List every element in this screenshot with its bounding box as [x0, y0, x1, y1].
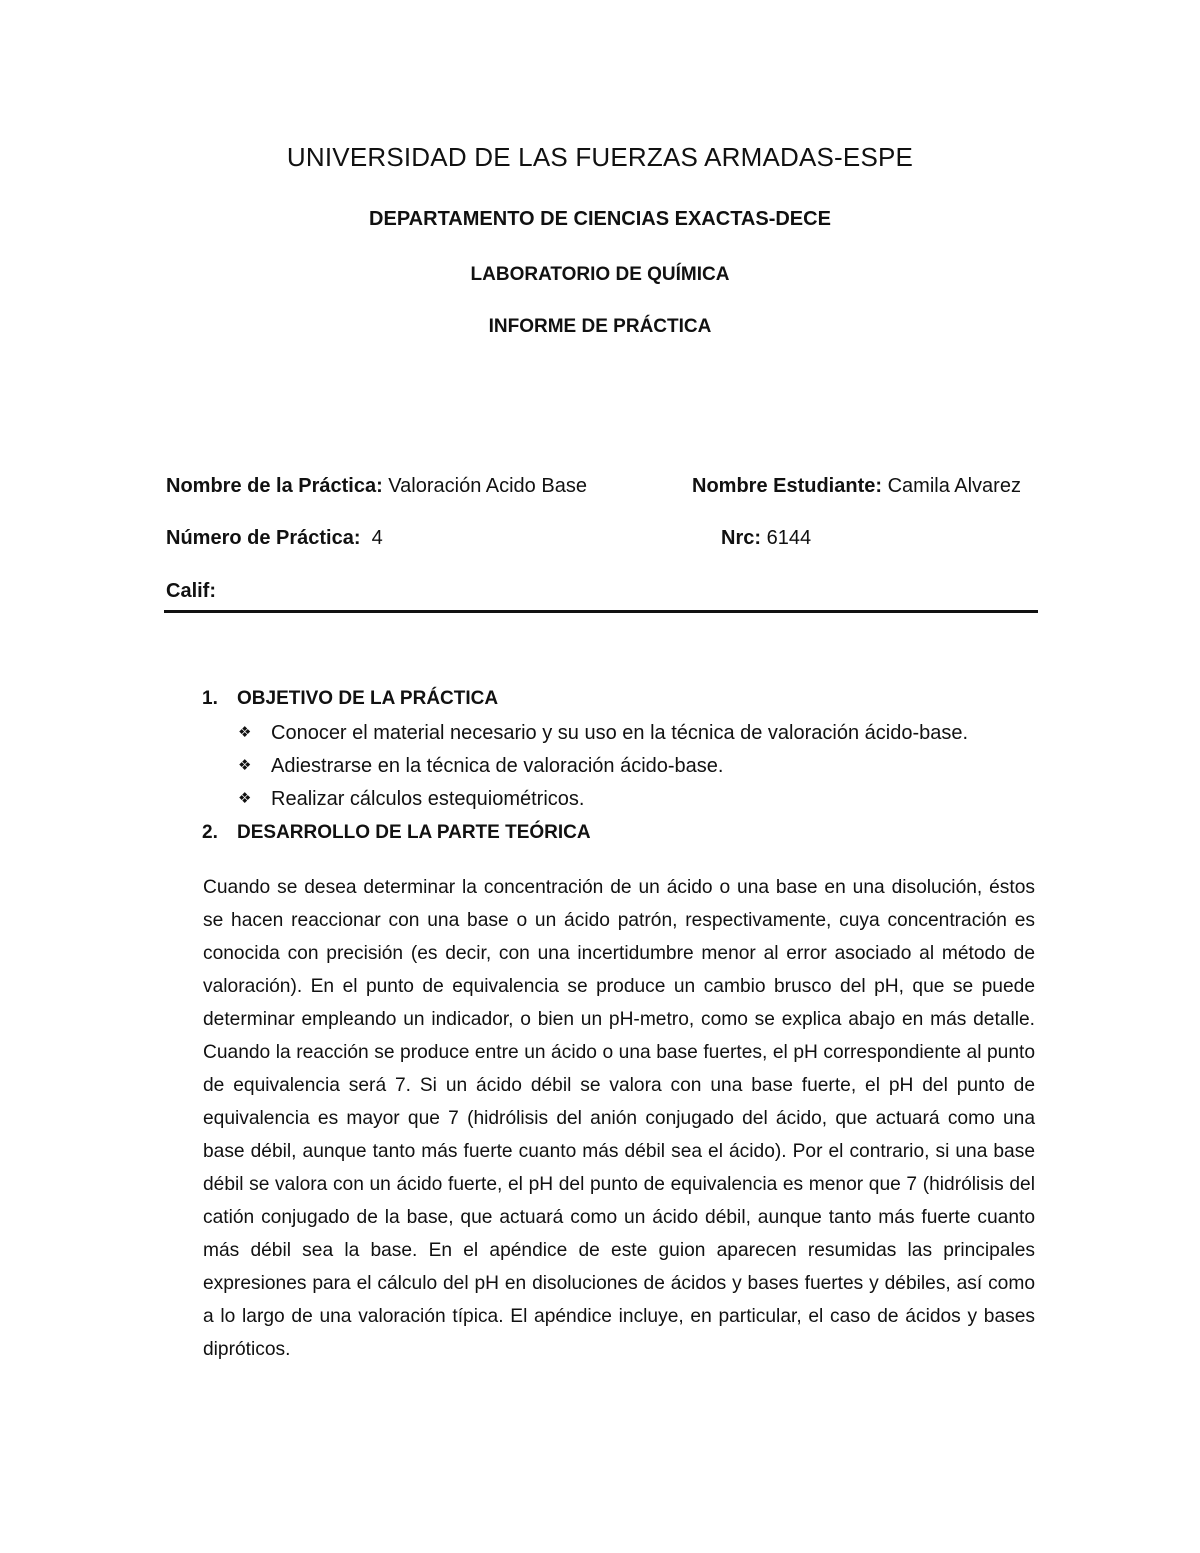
report-type-title: INFORME DE PRÁCTICA [488, 316, 712, 337]
diamond-bullet-icon: ❖ [238, 724, 252, 741]
nrc-label: Nrc: [721, 527, 762, 549]
practice-number-label: Número de Práctica: [166, 527, 361, 549]
university-title: UNIVERSIDAD DE LAS FUERZAS ARMADAS-ESPE [286, 142, 914, 172]
list-item-text: Conocer el material necesario y su uso en la técnica de valoración ácido-base. [271, 722, 969, 744]
laboratory-title: LABORATORIO DE QUÍMICA [470, 264, 730, 285]
section-title: DESARROLLO DE LA PARTE TEÓRICA [237, 822, 591, 843]
list-item-text: Realizar cálculos estequiométricos. [271, 788, 585, 810]
section-theory-heading [202, 822, 591, 844]
grade-field [166, 580, 216, 603]
list-item [238, 722, 968, 745]
practice-name-value: Valoración Acido Base [382, 475, 587, 497]
list-item [238, 788, 584, 811]
section-title: OBJETIVO DE LA PRÁCTICA [237, 688, 499, 709]
list-item-text: Adiestrarse en la técnica de valoración ácido-base. [271, 755, 724, 777]
section-objective-heading [202, 688, 498, 710]
practice-name-field [166, 475, 587, 498]
student-name-value: Camila Alvarez [882, 475, 1021, 497]
list-item [238, 755, 723, 778]
header-divider [164, 610, 1038, 613]
section-number: 1. [202, 688, 218, 709]
grade-label: Calif: [166, 580, 216, 602]
nrc-value: 6144 [761, 527, 812, 549]
practice-number-field [166, 527, 383, 550]
nrc-field [721, 527, 811, 550]
student-name-field [692, 475, 1021, 498]
practice-number-value: 4 [360, 527, 383, 549]
department-title: DEPARTAMENTO DE CIENCIAS EXACTAS-DECE [369, 208, 831, 230]
practice-name-label: Nombre de la Práctica: [166, 475, 383, 497]
section-number: 2. [202, 822, 218, 843]
diamond-bullet-icon: ❖ [238, 757, 252, 774]
student-name-label: Nombre Estudiante: [692, 475, 883, 497]
theory-paragraph: Cuando se desea determinar la concentración de un ácido o una base en una disolución, éstos se hacen reaccionar con una base o un ácido patrón, respectivamente, cuya concentración es conocida con precisión (es decir, con una incertidumbre menor al error asociado al método de valoración). En el punto de equivalencia se produce un cambio brusco del pH, que se puede determinar empleando un indicador, o bien un pH-metro, como se explica abajo en más detalle. Cuando la reacción se produce entre un ácido o una base fuertes, el pH correspondiente al punto de equivalencia será 7. Si un ácido débil se valora con una base fuerte, el pH del punto de equivalencia es mayor que 7 (hidrólisis del anión conjugado del ácido, que actuará como una base débil, aunque tanto más fuerte cuanto más débil sea el ácido). Por el contrario, si una base débil se valora con un ácido fuerte, el pH del punto de equivalencia es menor que 7 (hidrólisis del catión conjugado de la base, que actuará como un ácido débil, aunque tanto más fuerte cuanto más débil sea la base. En el apéndice de este guion aparecen resumidas las principales expresiones para el cálculo del pH en disoluciones de ácidos y bases fuertes y débiles, así como a lo largo de una valoración típica. El apéndice incluye, en particular, el caso de ácidos y bases dipróticos. [203, 877, 1035, 1360]
diamond-bullet-icon: ❖ [238, 790, 252, 807]
